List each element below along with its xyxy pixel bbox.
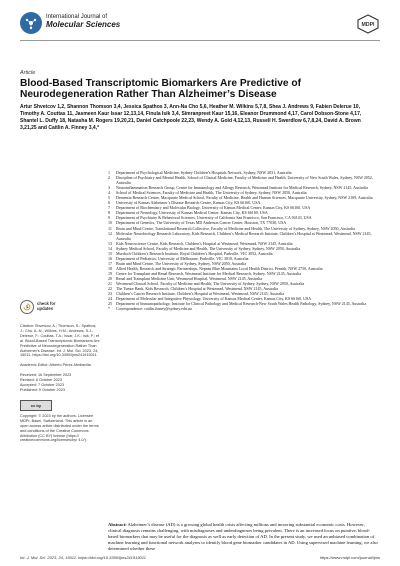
- affiliation-text: Molecular Neurobiology Research Laboratory, Kids Research, Children’s Medical Research Institute, Children’s Hospital at Westmead, Westmead, NSW 2145, Australia: [116, 230, 372, 241]
- abstract-text: Alzheimer’s disease (AD) is a growing global health crisis affecting millions and incurring substantial economic costs. However, clinical diagnosis remains challenging, with misdiagnoses and underdiagnoses being prevalent. There is an increased focus on putative, blood-based biomarkers that may be useful for the diagnosis as well as early detection of AD. In the present study, we used an unbiased combination of machine learning and functional network analyses to identify blood gene biomarker candidates in AD. Using supervised machine learning, we also determined whether these: [108, 522, 378, 551]
- journal-header: [20, 12, 380, 36]
- affiliation-number: 16: [108, 255, 112, 261]
- mdpi-logo-icon: [356, 14, 380, 34]
- received-date: Received: 16 September 2023: [20, 373, 72, 378]
- copyright-text: Copyright: © 2023 by the authors. Licensee MDPI, Basel, Switzerland. This article is an open access article distributed under the terms and conditions of the Creative Commons Attribution (CC BY) license (https:// creativecommons.org/licenses/by/ 4.0/).: [20, 413, 99, 443]
- affiliation-text: Sydney Medical School, Faculty of Medicine and Health, The University of Sydney, Sydney, NSW 2050, Australia: [116, 245, 301, 251]
- affiliation-number: 7: [108, 205, 110, 211]
- author-list: Artur Shvetcov 1,2, Shannon Thomson 3,4, Jessica Spathos 3, Ann-Na Cho 5,6, Heather M. Wilkins 5,7,8, Shea J. Andrews 9, Fabien Delerue 10, Timothy A. Couttas 11, Jasmeen Kaur Issar 12,13,14, Finula Isik 3,4, Simranpreet Kaur 15,16, Eleanor Drummond 4,17, Carol Dobson-Stone 4,17, Shantel L. Duffy 18, Natasha M. Rogers 19,20,21, Daniel Catchpoole 22,23, Wendy A. Gold 4,12,13, Russell H. Swerdlow 6,7,8,24, David A. Brown 3,21,25 and Caitlin A. Finney 3,4,*: [20, 104, 362, 132]
- affiliation-number: 8: [108, 210, 110, 216]
- affiliation-number: 17: [108, 260, 112, 266]
- affiliation-item: [108, 306, 378, 311]
- updates-line2: updates: [37, 306, 54, 311]
- journal-name-line2: Molecular Sciences: [46, 20, 121, 29]
- affiliation-item: [108, 175, 378, 185]
- affiliation-number: *: [108, 306, 110, 312]
- affiliation-text: Dementia Research Centre, Macquarie Medical School, Faculty of Medicine, Health and Human Sciences, Macquarie University, Sydney, NSW 2109, Australia: [116, 195, 373, 201]
- accepted-date: Accepted: 7 October 2023: [20, 383, 65, 388]
- journal-logo-icon: [20, 12, 42, 34]
- abstract-label: Abstract:: [108, 522, 127, 527]
- affiliation-text: Allied Health, Research and Strategic Partnerships, Nepean Blue Mountains Local Health District, Penrith, NSW 2750, Australia: [116, 265, 323, 271]
- publisher-name: MDPI: [361, 22, 375, 28]
- affiliation-number: 1: [108, 170, 110, 175]
- affiliation-text: Discipline of Psychiatry and Mental Health, School of Clinical Medicine, Faculty of Medicine and Health, University of New South Wales, Sydney, NSW 2052, Australia: [116, 175, 373, 186]
- affiliation-text: Centre for Transplant and Renal Research, Westmead Institute for Medical Research, Sydney, NSW 2145, Australia: [116, 270, 302, 276]
- affiliation-number: 14: [108, 245, 112, 251]
- affiliation-text: Department of Genetics, The University of Texas MD Anderson Cancer Center, Houston, TX 77030, USA: [116, 220, 287, 226]
- affiliation-text: University of Kansas Alzheimer’s Disease Research Centre, Kansas City, KS 66160, USA: [116, 200, 261, 206]
- affiliation-number: 3: [108, 185, 110, 191]
- affiliation-number: 22: [108, 286, 112, 292]
- affiliation-text: Renal and Transplant Medicine Unit, Westmead Hospital, Westmead, NSW 2145, Australia: [116, 275, 263, 281]
- abstract: [108, 522, 378, 552]
- affiliation-text: The Tumor Bank, Kids Research, Children’s Hospital at Westmead, Westmead, NSW 2145, Australia: [116, 286, 278, 292]
- affiliation-item: [108, 231, 378, 241]
- article-sidebar: [20, 300, 100, 448]
- affiliation-text: Department of Pediatrics, University of Melbourne, Parkville, VIC 3010, Australia: [116, 255, 249, 261]
- header-divider: [20, 40, 380, 41]
- affiliation-text: Department of Psychiatry & Behavioral Sciences, University of California San Francisco, San Francisco, CA 94143, USA: [116, 215, 312, 221]
- affiliation-number: 23: [108, 291, 112, 297]
- affiliation-number: 6: [108, 200, 110, 206]
- revised-date: Revised: 6 October 2023: [20, 378, 63, 383]
- affiliation-number: 20: [108, 275, 112, 281]
- check-updates-icon: [20, 300, 34, 314]
- citation-text: Citation: Shvetcov, A.; Thomson, S.; Spathos, J.; Cho, A.-N.; Wilkins, H.M.; Andrews, S.J.; Delerue, F.; Couttas, T.A.; Issar, J.K.; Isik, F.; et al. Blood-Based Transcriptomic Biomarkers Are Predictive of Neurodegeneration Rather Than Alzheimer’s Disease. Int. J. Mol. Sci. 2023, 24, 15011. https://doi.org/10.3390/ijms241915011: [20, 324, 100, 358]
- affiliation-text: Department of Psychological Medicine, Sydney Children’s Hospitals Network, Sydney, NSW 2031, Australia: [116, 170, 292, 175]
- affiliation-text: Department of Neurology, University of Kansas Medical Center, Kansas City, KS 66160, USA: [116, 210, 268, 216]
- affiliation-text: Murdoch Children’s Research Institute, Royal Children’s Hospital, Parkville, VIC 3052, Australia: [116, 250, 273, 256]
- academic-editor: Academic Editor: Alberto Pérez-Mediavilla: [20, 363, 91, 368]
- check-for-updates[interactable]: [20, 300, 100, 314]
- affiliation-number: 25: [108, 301, 112, 307]
- affiliation-text: Brain and Mind Centre, The University of Sydney, Sydney, NSW 2050, Australia: [116, 260, 247, 266]
- page-footer: [20, 555, 380, 560]
- affiliations-list: [108, 170, 378, 311]
- affiliation-number: 13: [108, 240, 112, 246]
- affiliation-number: 24: [108, 296, 112, 302]
- affiliation-text: Department of Immunopathology, Institute for Clinical Pathology and Medical Research-New South Wales Health Pathology, Sydney, NSW 2145, Australia: [116, 301, 367, 307]
- affiliation-number: 12: [108, 230, 112, 236]
- affiliation-text: Kids Neuroscience Centre, Kids Research, Children’s Hospital at Westmead, Westmead, NSW 2145, Australia: [116, 240, 293, 246]
- article-type: Article: [20, 70, 36, 76]
- footer-journal-url[interactable]: https://www.mdpi.com/journal/ijms: [319, 555, 380, 560]
- affiliation-text: Department of Molecular and Integrative Physiology, University of Kansas Medical Center, Kansas City, KS 66160, USA: [116, 296, 312, 302]
- affiliation-number: 5: [108, 195, 110, 201]
- cc-license-badge[interactable]: cc by: [20, 400, 52, 411]
- affiliation-number: 11: [108, 225, 112, 231]
- affiliation-number: 18: [108, 265, 112, 271]
- affiliation-text: Children’s Cancer Research Institute, Children’s Hospital at Westmead, Westmead, NSW 2145, Australia: [116, 291, 285, 297]
- journal-name: [46, 14, 120, 30]
- affiliation-number: 15: [108, 250, 112, 256]
- affiliation-number: 21: [108, 281, 112, 287]
- affiliation-text: Correspondence: caitlin.finney@sydney.edu.au: [116, 306, 192, 312]
- affiliation-text: Brain and Mind Centre, Translational Research Collective, Faculty of Medicine and Health, The University of Sydney, Sydney, NSW 2050, Australia: [116, 225, 355, 231]
- affiliation-number: 2: [108, 175, 110, 181]
- article-title: Blood-Based Transcriptomic Biomarkers Are Predictive of Neurodegeneration Rather Than Alzheimer’s Disease: [20, 78, 301, 100]
- affiliation-text: Westmead Clinical School, Faculty of Medicine and Health, The University of Sydney, Sydney, NSW 2050, Australia: [116, 281, 305, 287]
- affiliation-number: 9: [108, 215, 110, 221]
- affiliation-number: 19: [108, 270, 112, 276]
- affiliation-number: 10: [108, 220, 112, 226]
- affiliation-text: Neuroinflammation Research Group, Centre for Immunology and Allergy Research, Westmead Institute for Medical Research, Sydney, NSW 2145, Australia: [116, 185, 368, 191]
- footer-citation: Int. J. Mol. Sci. 2023, 24, 15011. https://doi.org/10.3390/ijms241915011: [20, 555, 146, 560]
- affiliation-number: 4: [108, 190, 110, 196]
- updates-line1: check for: [37, 301, 56, 307]
- published-date: Published: 9 October 2023: [20, 387, 65, 392]
- journal-name-line1: International Journal of: [46, 14, 108, 20]
- affiliation-text: School of Medical Sciences, Faculty of Medicine and Health, The University of Sydney, Sydney, NSW 2050, Australia: [116, 190, 307, 196]
- affiliation-text: Department of Biochemistry and Molecular Biology, University of Kansas Medical Center, Kansas City, KS 66160, USA: [116, 205, 311, 211]
